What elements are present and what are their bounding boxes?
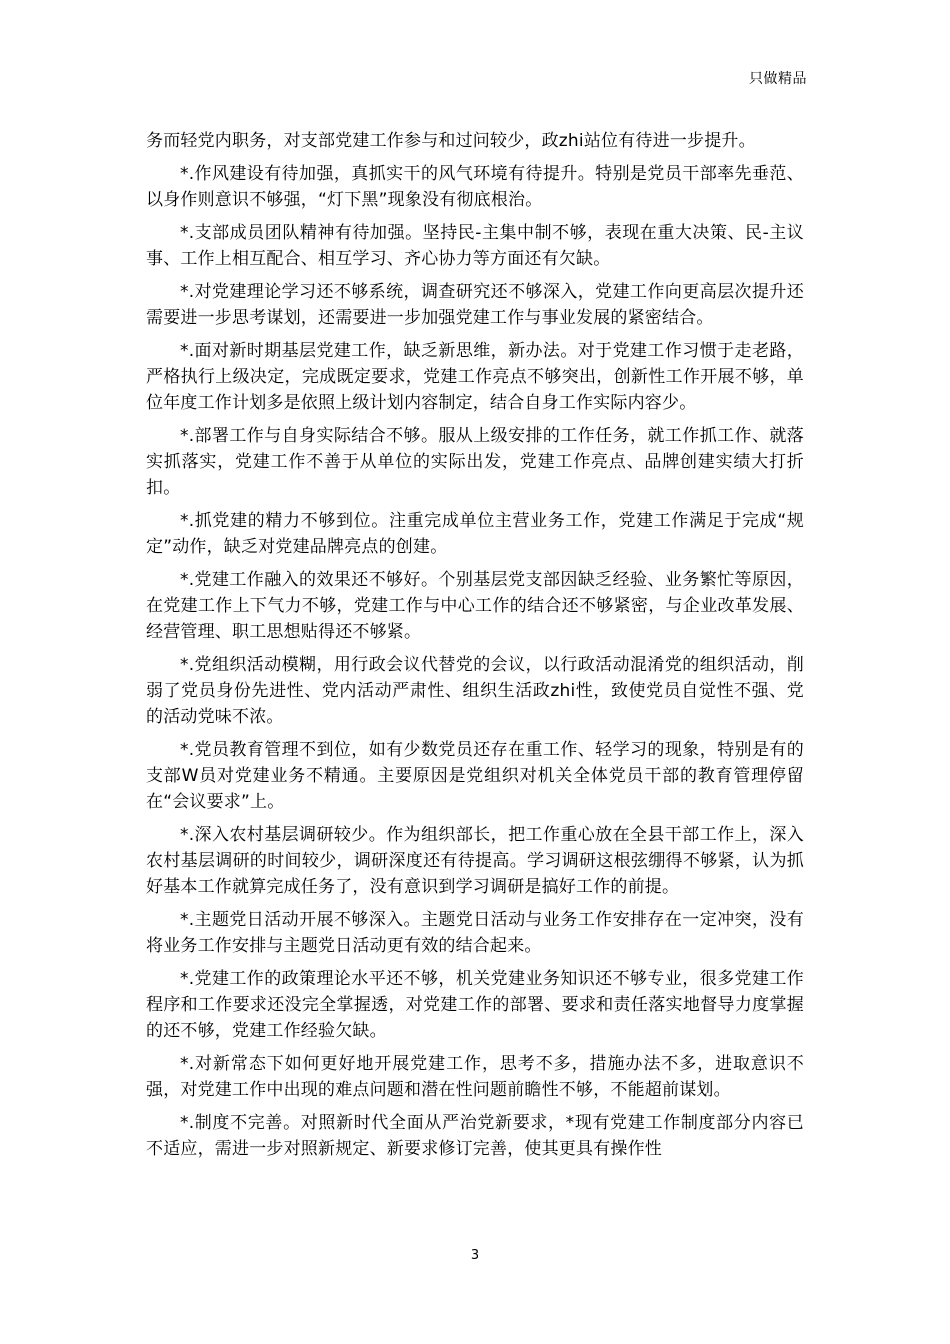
paragraph: *.党建工作融入的效果还不够好。个别基层党支部因缺乏经验、业务繁忙等原因，在党建工作上下气力不够，党建工作与中心工作的结合还不够紧密，与企业改革发展、经营管理、职工思想贴得还不够紧。: [146, 570, 804, 642]
paragraph: *.对党建理论学习还不够系统，调查研究还不够深入，党建工作向更高层次提升还需要进一步思考谋划，还需要进一步加强党建工作与事业发展的紧密结合。: [146, 282, 804, 328]
header-note: 只做精品: [749, 71, 807, 87]
page-number: 3: [470, 1248, 480, 1263]
paragraph: *.党员教育管理不到位，如有少数党员还存在重工作、轻学习的现象，特别是有的支部W员对党建业务不精通。主要原因是党组织对机关全体党员干部的教育管理停留在“会议要求”上。: [146, 740, 804, 812]
paragraph: *.对新常态下如何更好地开展党建工作，思考不多，措施办法不多，进取意识不强，对党建工作中出现的难点问题和潜在性问题前瞻性不够，不能超前谋划。: [146, 1054, 804, 1100]
paragraph-continuation: 务而轻党内职务，对支部党建工作参与和过问较少，政zhi站位有待进一步提升。: [146, 131, 756, 151]
paragraph: *.主题党日活动开展不够深入。主题党日活动与业务工作安排存在一定冲突，没有将业务工作安排与主题党日活动更有效的结合起来。: [146, 910, 804, 956]
document-body: [146, 128, 804, 1169]
paragraph: *.支部成员团队精神有待加强。坚持民-主集中制不够，表现在重大决策、民-主议事、工作上相互配合、相互学习、齐心协力等方面还有欠缺。: [146, 223, 804, 269]
paragraph: *.抓党建的精力不够到位。注重完成单位主营业务工作，党建工作满足于完成“规定”动作，缺乏对党建品牌亮点的创建。: [146, 511, 804, 557]
paragraph: *.部署工作与自身实际结合不够。服从上级安排的工作任务，就工作抓工作、就落实抓落实，党建工作不善于从单位的实际出发，党建工作亮点、品牌创建实绩大打折扣。: [146, 426, 804, 498]
paragraph: *.党组织活动模糊，用行政会议代替党的会议，以行政活动混淆党的组织活动，削弱了党员身份先进性、党内活动严肃性、组织生活政zhi性，致使党员自觉性不强、党的活动党味不浓。: [146, 655, 804, 727]
paragraph: *.面对新时期基层党建工作，缺乏新思维，新办法。对于党建工作习惯于走老路，严格执行上级决定，完成既定要求，党建工作亮点不够突出，创新性工作开展不够，单位年度工作计划多是依照上级计划内容制定，结合自身工作实际内容少。: [146, 341, 804, 413]
paragraph: *.党建工作的政策理论水平还不够，机关党建业务知识还不够专业，很多党建工作程序和工作要求还没完全掌握透，对党建工作的部署、要求和责任落实地督导力度掌握的还不够，党建工作经验欠缺。: [146, 969, 804, 1041]
paragraph: *.作风建设有待加强，真抓实干的风气环境有待提升。特别是党员干部率先垂范、以身作则意识不够强，“灯下黑”现象没有彻底根治。: [146, 164, 804, 210]
paragraph: *.深入农村基层调研较少。作为组织部长，把工作重心放在全县干部工作上，深入农村基层调研的时间较少，调研深度还有待提高。学习调研这根弦绷得不够紧，认为抓好基本工作就算完成任务了，没有意识到学习调研是搞好工作的前提。: [146, 825, 804, 897]
paragraph: *.制度不完善。对照新时代全面从严治党新要求，*现有党建工作制度部分内容已不适应，需进一步对照新规定、新要求修订完善，使其更具有操作性: [146, 1113, 804, 1159]
